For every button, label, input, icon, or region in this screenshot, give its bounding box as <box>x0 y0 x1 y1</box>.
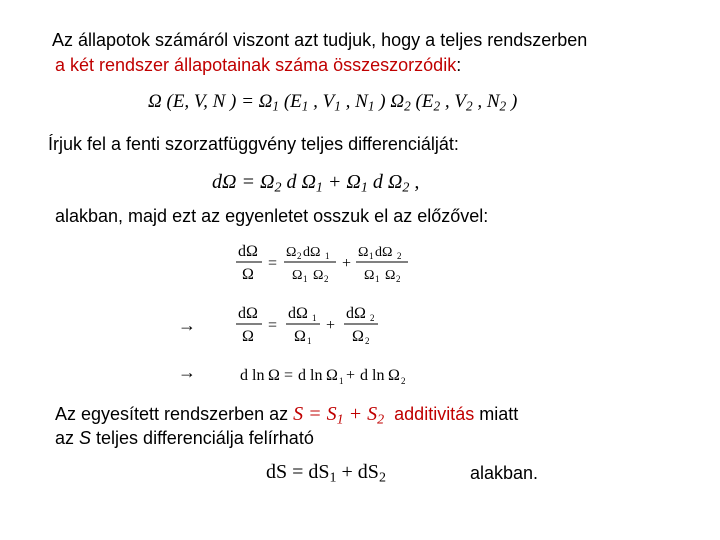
frac-plus: + <box>326 317 336 334</box>
frac-num: Ω <box>358 245 369 260</box>
frac-num: dΩ <box>346 305 366 322</box>
differential-intro-text: Írjuk fel a fenti szorzatfüggvény teljes differenciálját: <box>48 134 459 154</box>
frac-den: Ω <box>352 328 364 345</box>
frac-num: Ω <box>286 245 297 260</box>
frac-num: dΩ <box>238 305 258 322</box>
eq1-lhs: Ω (E, V, N ) = <box>148 91 259 112</box>
eq1-arg: , N <box>340 91 368 112</box>
eq2-lhs: dΩ = <box>212 171 260 193</box>
frac-num: dΩ <box>375 245 393 260</box>
eq1-arg: (E <box>410 91 434 112</box>
frac-sub: 1 <box>339 376 344 386</box>
eq1-end: ) <box>506 91 518 112</box>
eq2-sub: 2 <box>274 180 282 196</box>
frac-sub: 1 <box>303 274 308 284</box>
frac-sub: 1 <box>325 251 330 261</box>
ln-plus: + <box>346 367 356 384</box>
eq1-close: ) <box>374 91 391 112</box>
additivity-formula <box>293 403 385 428</box>
eq3-sub: 2 <box>378 470 386 486</box>
frac-den: Ω <box>242 328 254 345</box>
additivity-word: additivitás <box>394 404 475 424</box>
frac-eq: = <box>268 317 278 334</box>
additivity-pre: Az egyesített rendszerben az <box>55 404 294 424</box>
equation-entropy <box>266 461 386 484</box>
fraction-equations <box>170 238 450 390</box>
frac-sub: 2 <box>370 313 375 323</box>
frac-num: dΩ <box>303 245 321 260</box>
ln-d: d <box>240 367 248 384</box>
frac-sub: 2 <box>324 274 329 284</box>
differential-text <box>55 428 314 449</box>
diff-S: S <box>79 428 92 448</box>
formula-S1: S <box>326 403 337 425</box>
frac-sub: 2 <box>396 274 401 284</box>
frac-sub: 1 <box>369 251 374 261</box>
frac-eq: = <box>268 255 278 272</box>
frac-sub: 1 <box>375 274 380 284</box>
formula-S2: S <box>367 403 378 425</box>
arrow-icon: → <box>178 315 196 335</box>
eq1-sub: 1 <box>272 98 280 114</box>
frac-sub: 2 <box>365 336 370 346</box>
eq3-lhs: dS = dS <box>266 461 330 483</box>
eq2-d: d <box>281 171 302 193</box>
diff-pre: az <box>55 428 80 448</box>
ln-omega: Ω <box>268 367 280 384</box>
ln-d: d <box>298 367 306 384</box>
diff-post: teljes differenciálja felírható <box>91 428 314 448</box>
frac-den: Ω <box>385 268 396 283</box>
frac-plus: + <box>342 255 352 272</box>
eq2-plus: + <box>322 171 347 193</box>
formula-S: S <box>293 403 304 425</box>
frac-num: dΩ <box>288 305 308 322</box>
eq2-omega: Ω <box>301 171 316 193</box>
eq2-sub: 1 <box>315 180 323 196</box>
ln-label: ln <box>310 367 323 384</box>
frac-den: Ω <box>364 268 375 283</box>
eq1-sub: 2 <box>404 98 411 114</box>
eq1-sub: 2 <box>499 98 507 114</box>
eq1-arg: (E <box>279 91 302 112</box>
eq2-d: d <box>367 171 388 193</box>
ln-label: ln <box>372 367 385 384</box>
frac-den: Ω <box>292 268 303 283</box>
ln-label: ln <box>252 367 265 384</box>
ln-omega: Ω <box>326 367 338 384</box>
intro-colon: : <box>456 55 462 75</box>
eq2-sub: 2 <box>402 180 410 196</box>
eq1-omega1: Ω <box>258 91 273 112</box>
fraction-row-1 <box>236 243 408 284</box>
eq2-omega: Ω <box>259 171 275 193</box>
eq1-arg: , V <box>440 91 466 112</box>
frac-sub: 2 <box>401 376 406 386</box>
eq2-omega: Ω <box>387 171 403 193</box>
eq2-comma: , <box>409 171 420 193</box>
formula-sub: 1 <box>336 412 344 428</box>
frac-sub: 2 <box>297 251 302 261</box>
eq1-arg: , V <box>308 91 335 112</box>
frac-num: dΩ <box>238 243 258 260</box>
frac-sub: 2 <box>397 251 402 261</box>
frac-den: Ω <box>313 268 324 283</box>
formula-sub: 2 <box>377 412 385 428</box>
formula-eq: = <box>303 403 327 425</box>
frac-sub: 1 <box>307 336 312 346</box>
division-intro-text: alakban, majd ezt az egyenletet osszuk el az előzővel: <box>55 206 489 226</box>
arrow-icon: → <box>178 362 196 382</box>
additivity-text <box>55 403 518 426</box>
closing-text: alakban. <box>470 463 539 483</box>
eq1-sub: 2 <box>465 98 473 114</box>
fraction-row-3 <box>178 362 406 386</box>
eq1-sub: 1 <box>301 98 309 114</box>
ln-omega: Ω <box>388 367 400 384</box>
frac-den: Ω <box>242 266 254 283</box>
equation-differential <box>212 171 419 194</box>
eq2-omega: Ω <box>346 171 361 193</box>
frac-sub: 1 <box>312 313 317 323</box>
eq3-sub: 1 <box>329 470 337 486</box>
intro-red-text: a két rendszer állapotainak száma összeszorzódik <box>55 55 457 75</box>
ln-eq: = <box>284 367 294 384</box>
eq1-omega2: Ω <box>390 91 405 112</box>
intro-line-2 <box>55 55 461 76</box>
eq1-sub: 1 <box>334 98 341 114</box>
eq2-sub: 1 <box>360 180 368 196</box>
equation-product <box>148 91 517 113</box>
intro-line-1: Az állapotok számáról viszont azt tudjuk, hogy a teljes rendszerben <box>52 30 588 50</box>
eq1-arg: , N <box>472 91 500 112</box>
additivity-post: miatt <box>474 404 519 424</box>
eq1-sub: 2 <box>433 98 441 114</box>
ln-d: d <box>360 367 368 384</box>
eq1-sub: 1 <box>367 98 375 114</box>
frac-den: Ω <box>294 328 306 345</box>
fraction-row-2 <box>178 305 378 346</box>
eq3-plus: + dS <box>336 461 379 483</box>
formula-plus: + <box>343 403 368 425</box>
